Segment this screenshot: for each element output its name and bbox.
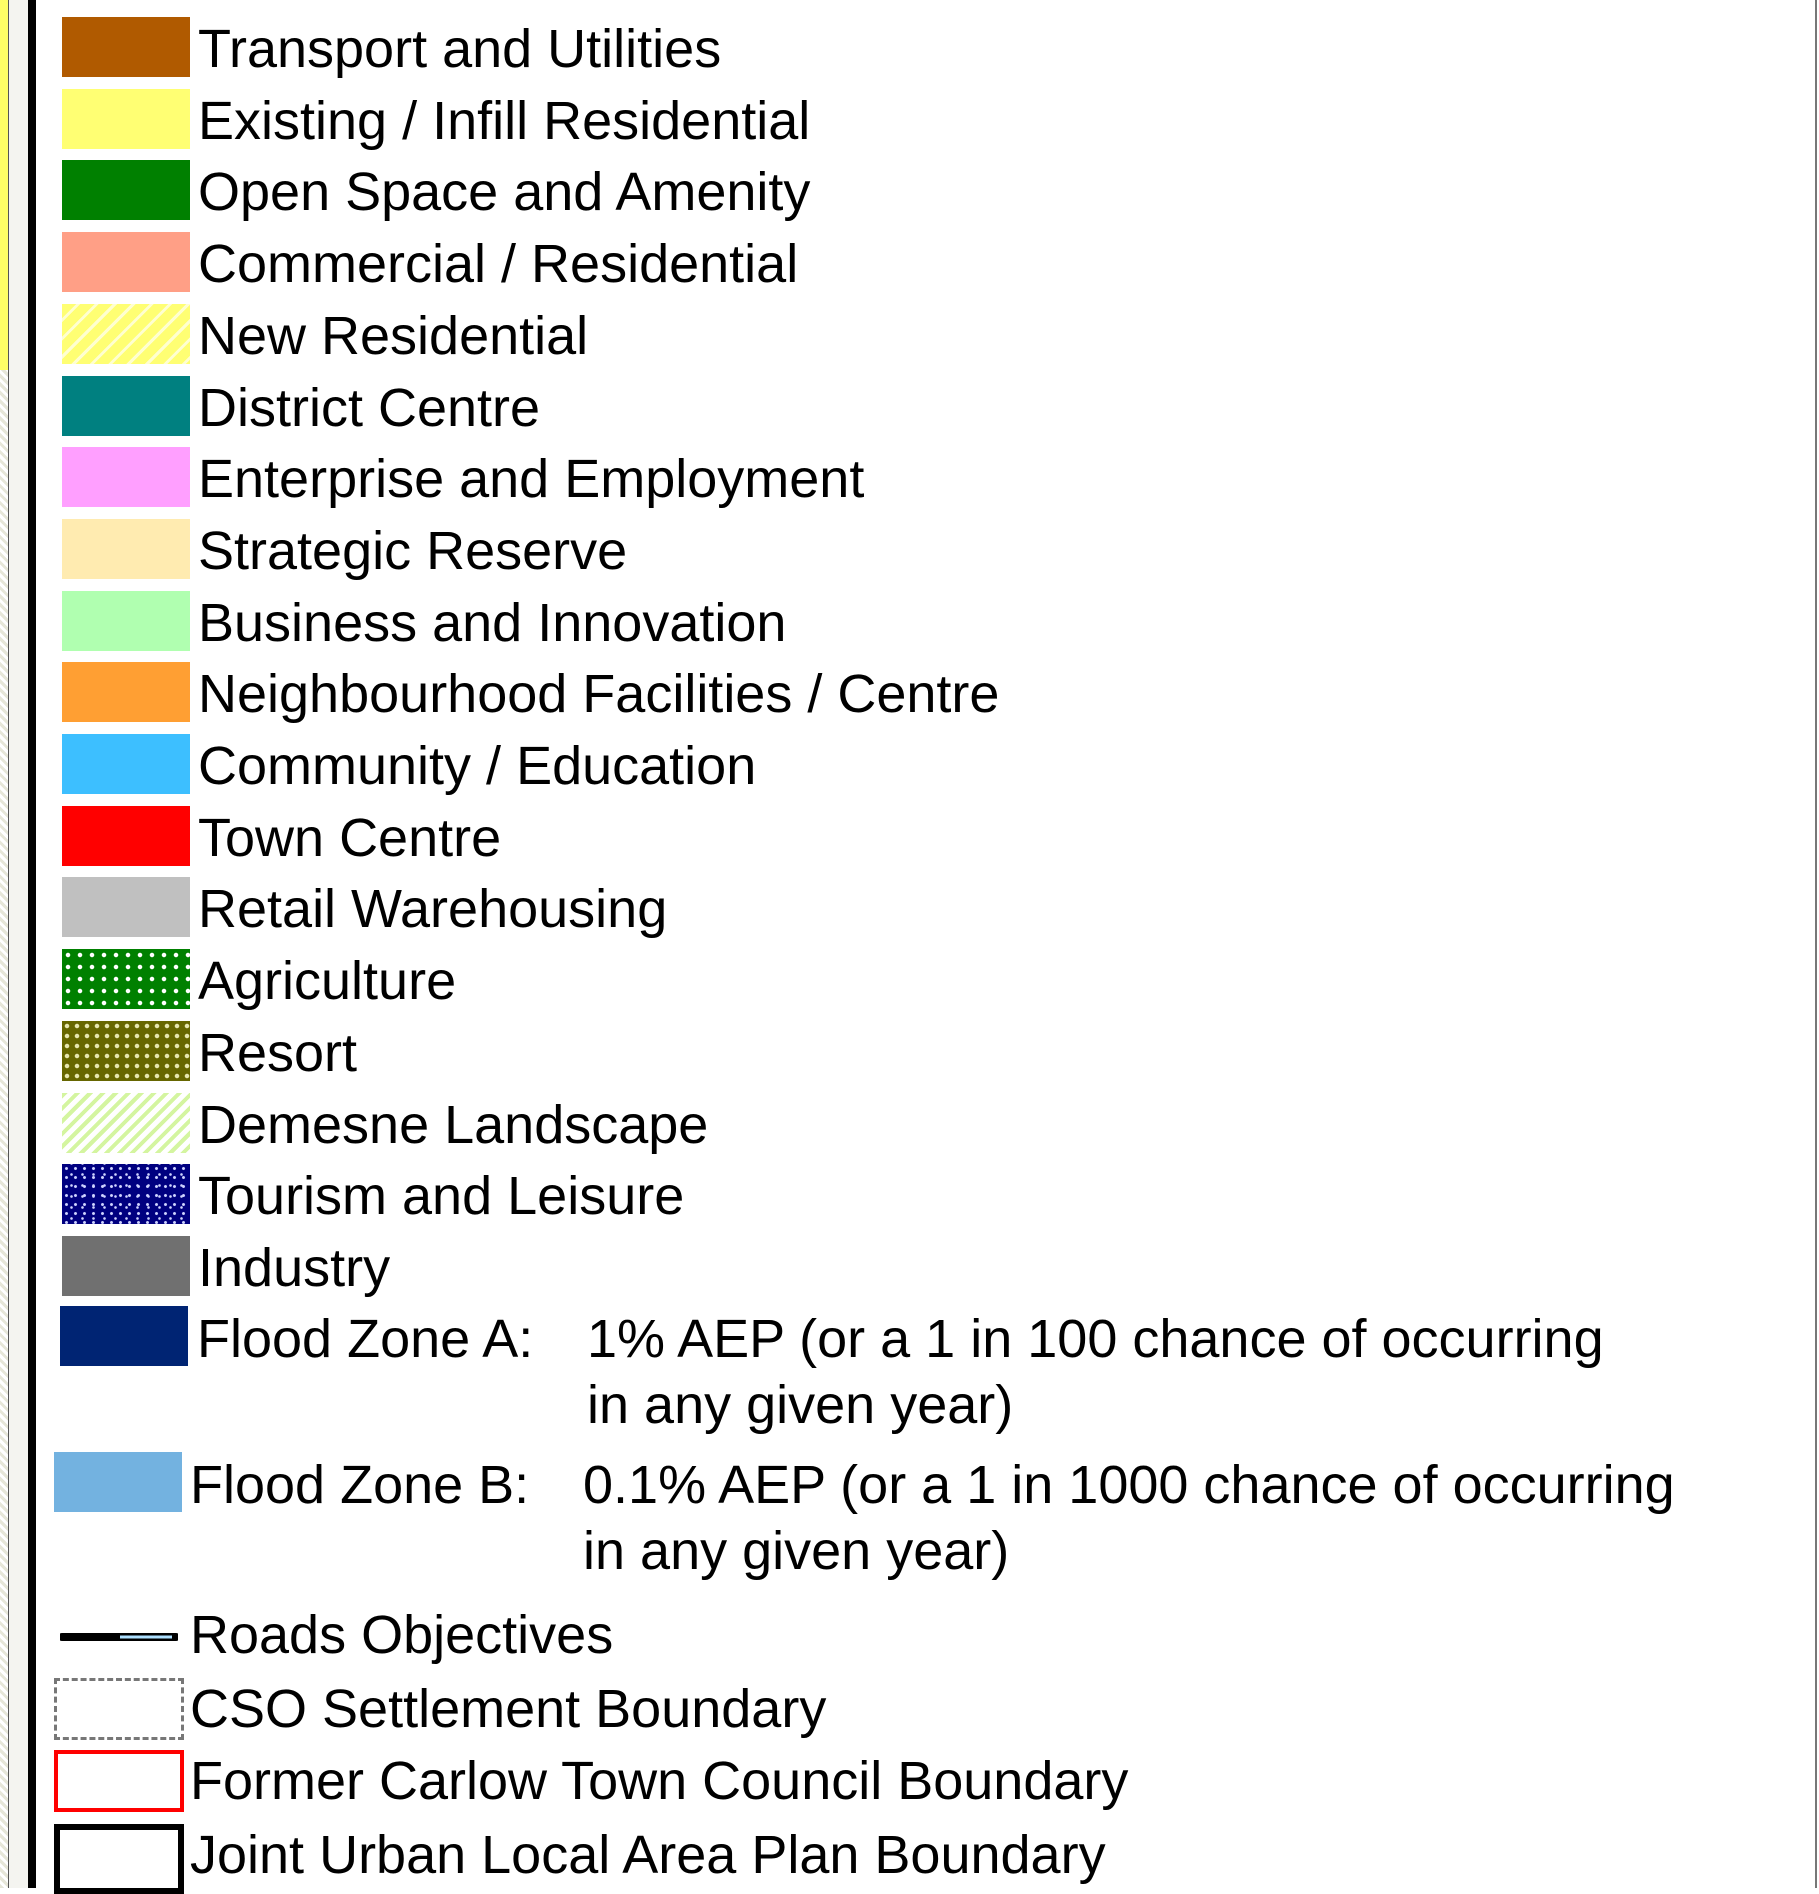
legend-item-roads-objectives xyxy=(54,1606,1054,1666)
legend-item-flood-zone-b xyxy=(54,1452,1794,1592)
legend-frame-right xyxy=(1815,0,1817,1888)
legend-label: Existing / Infill Residential xyxy=(198,90,811,151)
road-line-icon xyxy=(60,1627,178,1647)
legend-item-joint-urban-local-area-plan-boundary xyxy=(54,1824,1354,1888)
legend-label: Retail Warehousing xyxy=(198,879,668,940)
legend-swatch xyxy=(62,1093,190,1153)
red-box-icon xyxy=(54,1750,184,1812)
legend-swatch xyxy=(62,806,190,866)
former-carlow-town-council-boundary-label: Former Carlow Town Council Boundary xyxy=(190,1751,1129,1811)
legend-label: Business and Innovation xyxy=(198,592,787,653)
flood-zone-a-code: Flood Zone A: xyxy=(197,1309,534,1369)
flood-zone-a-swatch xyxy=(60,1306,188,1366)
legend-label: New Residential xyxy=(198,305,589,366)
legend-swatch xyxy=(62,949,190,1009)
legend-label: Commercial / Residential xyxy=(198,234,799,295)
legend-swatch xyxy=(62,1164,190,1224)
legend-swatch xyxy=(62,447,190,507)
legend-swatch xyxy=(62,1236,190,1296)
legend-swatch xyxy=(62,662,190,722)
map-hatched-area xyxy=(0,370,8,1888)
legend-label: Neighbourhood Facilities / Centre xyxy=(198,664,1000,725)
legend-label: Community / Education xyxy=(198,736,757,796)
legend-swatch xyxy=(62,376,190,436)
legend-label: Industry xyxy=(198,1237,391,1298)
joint-urban-local-area-plan-boundary-label: Joint Urban Local Area Plan Boundary xyxy=(190,1825,1106,1885)
legend-label: Agriculture xyxy=(198,951,457,1012)
legend-swatch xyxy=(62,232,190,292)
legend-label: Demesne Landscape xyxy=(198,1094,709,1155)
legend-item-flood-zone-a xyxy=(60,1306,1760,1446)
legend-label: District Centre xyxy=(198,377,541,438)
legend-label: Resort xyxy=(198,1022,358,1083)
legend-label: Strategic Reserve xyxy=(198,520,628,581)
legend-frame-left xyxy=(28,0,36,1888)
cso-settlement-boundary-label: CSO Settlement Boundary xyxy=(190,1679,827,1739)
legend-label: Open Space and Amenity xyxy=(198,162,811,223)
roads-objectives-label: Roads Objectives xyxy=(190,1605,614,1665)
legend-swatch xyxy=(62,591,190,651)
legend-label: Enterprise and Employment xyxy=(198,449,865,510)
legend-swatch xyxy=(62,519,190,579)
legend-swatch xyxy=(62,17,190,77)
flood-zone-b-desc-line2: in any given year) xyxy=(583,1521,1010,1581)
black-box-icon xyxy=(54,1824,184,1894)
flood-zone-a-desc-line2: in any given year) xyxy=(587,1375,1014,1435)
legend-swatch xyxy=(62,1021,190,1081)
legend-swatch xyxy=(62,877,190,937)
legend-label: Tourism and Leisure xyxy=(198,1166,685,1227)
legend-swatch xyxy=(62,89,190,149)
dashed-box-icon xyxy=(54,1678,184,1740)
map-boundary-line xyxy=(8,0,9,1888)
legend-swatch xyxy=(62,160,190,220)
legend-label: Town Centre xyxy=(198,807,502,868)
flood-zone-b-code: Flood Zone B: xyxy=(190,1455,530,1515)
flood-zone-b-swatch xyxy=(54,1452,182,1512)
flood-zone-b-desc-line1: 0.1% AEP (or a 1 in 1000 chance of occurring xyxy=(583,1455,1675,1515)
legend-item-cso-settlement-boundary xyxy=(54,1678,1054,1738)
legend-swatch xyxy=(62,734,190,794)
legend-item-former-carlow-town-council-boundary xyxy=(54,1750,1354,1810)
legend-label: Transport and Utilities xyxy=(198,19,722,79)
legend-swatch xyxy=(62,304,190,364)
map-background-strip xyxy=(0,0,29,1888)
flood-zone-a-desc-line1: 1% AEP (or a 1 in 100 chance of occurring xyxy=(587,1309,1604,1369)
